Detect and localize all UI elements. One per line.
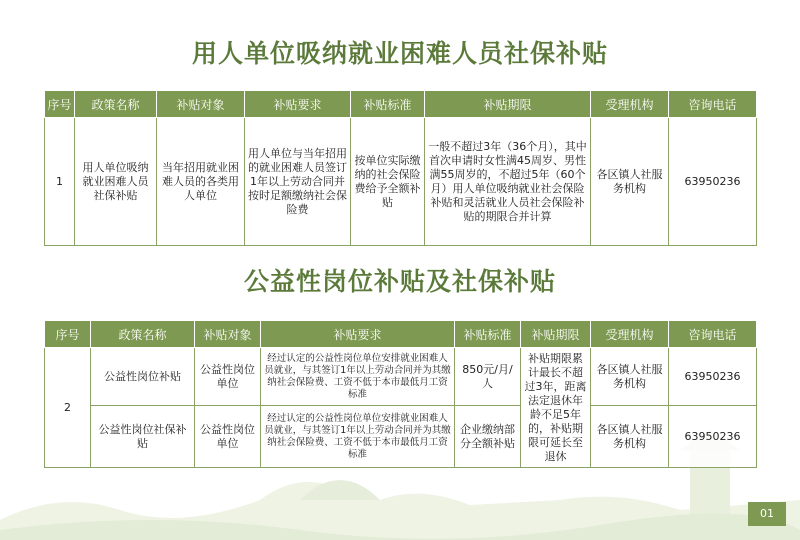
cell-phone: 63950236 xyxy=(669,118,757,246)
section1-header-row xyxy=(45,91,757,118)
section2-table xyxy=(44,320,757,468)
cell-agency: 各区镇人社服务机构 xyxy=(591,348,669,406)
cell-requirement: 经过认定的公益性岗位单位安排就业困难人员就业，与其签订1年以上劳动合同并为其缴纳社会保险费、工资不低于本市最低月工资标准 xyxy=(261,348,455,406)
table-row xyxy=(45,406,757,468)
header-no: 序号 xyxy=(45,91,75,118)
section2-header-row xyxy=(45,321,757,348)
section1-title: 用人单位吸纳就业困难人员社保补贴 xyxy=(191,39,608,68)
header-phone: 咨询电话 xyxy=(669,321,757,348)
cell-phone: 63950236 xyxy=(669,348,757,406)
cell-phone: 63950236 xyxy=(669,406,757,468)
header-standard: 补贴标准 xyxy=(351,91,425,118)
header-no: 序号 xyxy=(45,321,91,348)
header-period: 补贴期限 xyxy=(425,91,591,118)
cell-target: 公益性岗位单位 xyxy=(195,406,261,468)
header-standard: 补贴标准 xyxy=(455,321,521,348)
header-requirement: 补贴要求 xyxy=(245,91,351,118)
cell-target: 公益性岗位单位 xyxy=(195,348,261,406)
cell-policy: 公益性岗位补贴 xyxy=(91,348,195,406)
table-row xyxy=(45,118,757,246)
header-agency: 受理机构 xyxy=(591,321,669,348)
page-number: 01 xyxy=(748,502,786,526)
cell-target: 当年招用就业困难人员的各类用人单位 xyxy=(157,118,245,246)
section2-title: 公益性岗位补贴及社保补贴 xyxy=(243,267,556,296)
cell-policy: 用人单位吸纳就业困难人员社保补贴 xyxy=(75,118,157,246)
table-row xyxy=(45,348,757,406)
cell-no: 2 xyxy=(45,348,91,468)
cell-requirement: 用人单位与当年招用的就业困难人员签订1年以上劳动合同并按时足额缴纳社会保险费 xyxy=(245,118,351,246)
cell-standard: 企业缴纳部分全额补贴 xyxy=(455,406,521,468)
cell-period: 补贴期限累计最长不超过3年，距离法定退休年龄不足5年的，补贴期限可延长至退休 xyxy=(521,348,591,468)
cell-standard: 850元/月/人 xyxy=(455,348,521,406)
header-agency: 受理机构 xyxy=(591,91,669,118)
cell-requirement: 经过认定的公益性岗位单位安排就业困难人员就业，与其签订1年以上劳动合同并为其缴纳社会保险费、工资不低于本市最低月工资标准 xyxy=(261,406,455,468)
cell-agency: 各区镇人社服务机构 xyxy=(591,118,669,246)
header-phone: 咨询电话 xyxy=(669,91,757,118)
cell-period: 一般不超过3年（36个月），其中首次申请时女性满45周岁、男性满55周岁的，不超过5年（60个月）用人单位吸纳就业社会保险补贴和灵活就业人员社会保险补贴的期限合并计算 xyxy=(425,118,591,246)
header-target: 补贴对象 xyxy=(195,321,261,348)
cell-agency: 各区镇人社服务机构 xyxy=(591,406,669,468)
header-target: 补贴对象 xyxy=(157,91,245,118)
cell-standard: 按单位实际缴纳的社会保险费给予全额补贴 xyxy=(351,118,425,246)
section1-table xyxy=(44,90,757,246)
cell-no: 1 xyxy=(45,118,75,246)
header-requirement: 补贴要求 xyxy=(261,321,455,348)
cell-policy: 公益性岗位社保补贴 xyxy=(91,406,195,468)
header-policy: 政策名称 xyxy=(91,321,195,348)
header-policy: 政策名称 xyxy=(75,91,157,118)
header-period: 补贴期限 xyxy=(521,321,591,348)
